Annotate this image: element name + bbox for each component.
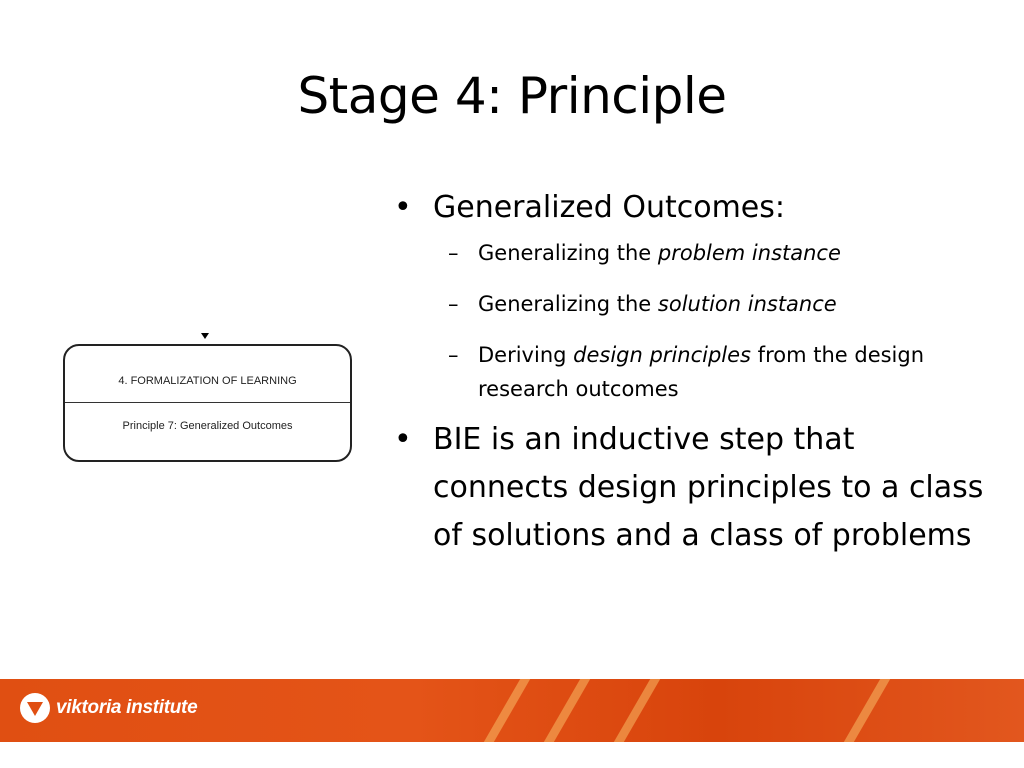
sub-bullet-text: Generalizing the [478,241,658,265]
dash-icon: – [448,292,459,316]
sub-bullet-problem-instance [394,236,994,270]
stage-diagram [60,330,360,470]
bullet-dot-icon: • [394,422,412,457]
stage-box-divider [65,402,350,403]
bullet-bie-inductive [394,416,994,560]
viktoria-logo [20,693,197,723]
viktoria-logo-icon [20,693,50,723]
footer-banner [0,679,1024,742]
arrow-down-icon [201,333,209,339]
sub-bullet-text: Deriving [478,343,574,367]
sub-bullet-list [394,236,994,406]
bullet-text: BIE is an inductive step that connects design principles to a class of solutions and a class of problems [433,422,984,553]
sub-bullet-design-principles [394,338,994,406]
footer-decoration [474,679,536,742]
stage-box-subtitle: Principle 7: Generalized Outcomes [122,420,293,432]
bullet-generalized-outcomes [394,188,994,228]
sub-bullet-emphasis: design principles [573,343,751,367]
footer-decoration [604,679,666,742]
bullet-text: Generalized Outcomes: [433,190,786,225]
slide-content [394,188,994,560]
logo-text: viktoria institute [56,697,198,718]
footer-decoration [834,679,896,742]
sub-bullet-solution-instance [394,287,994,321]
stage-box-title: 4. FORMALIZATION OF LEARNING [118,375,297,387]
dash-icon: – [448,241,459,265]
sub-bullet-text: Generalizing the [478,292,658,316]
sub-bullet-text-tail: from the design research outcomes [478,343,925,401]
sub-bullet-emphasis: problem instance [657,241,841,265]
bottom-strip [0,742,1024,768]
footer-decoration [534,679,596,742]
dash-icon: – [448,343,459,367]
bullet-dot-icon: • [394,190,412,225]
stage-box [63,344,352,462]
slide-title: Stage 4: Principle [297,67,727,125]
sub-bullet-emphasis: solution instance [657,292,837,316]
